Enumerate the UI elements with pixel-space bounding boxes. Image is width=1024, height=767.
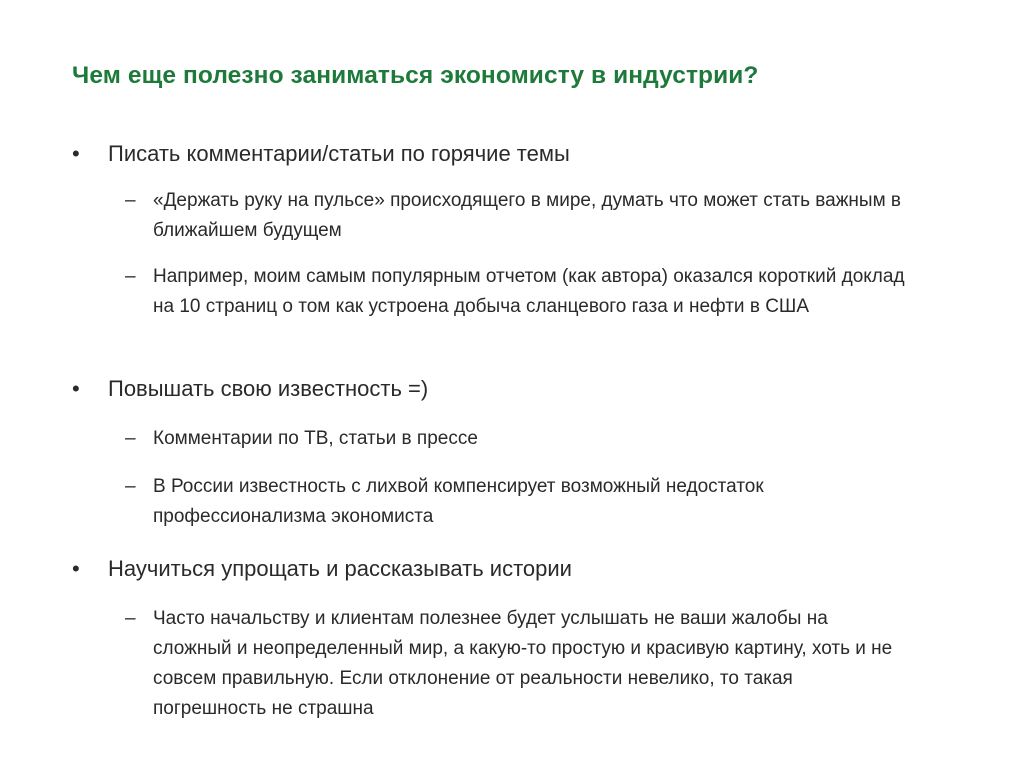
dash-marker: – <box>125 476 136 497</box>
bullet-text: Научиться упрощать и рассказывать истории <box>108 556 572 581</box>
dash-marker: – <box>125 608 136 629</box>
dash-marker: – <box>125 190 136 211</box>
bullet-text: Писать комментарии/статьи по горячие темы <box>108 141 570 166</box>
sub-item-text: В России известность с лихвой компенсирует возможный недостаток профессионализма экономиста <box>153 476 764 527</box>
sub-item-text: Например, моим самым популярным отчетом (как автора) оказался короткий доклад на 10 страниц о том как устроена добыча сланцевого газа и нефти в США <box>153 266 905 317</box>
bullet-marker: • <box>72 141 80 166</box>
slide-title: Чем еще полезно заниматься экономисту в индустрии? <box>72 62 759 89</box>
sub-item-text: Часто начальству и клиентам полезнее будет услышать не ваши жалобы на сложный и неопределенный мир, а какую-то простую и красивую картину, хоть и не совсем правильную. Если отклонение от реальности невелико, то такая погрешность не страшна <box>153 608 893 719</box>
dash-marker: – <box>125 428 136 449</box>
dash-marker: – <box>125 266 136 287</box>
bullet-marker: • <box>72 556 80 581</box>
bullet-marker: • <box>72 376 80 401</box>
sub-item-text: Комментарии по ТВ, статьи в прессе <box>153 428 478 449</box>
sub-item-text: «Держать руку на пульсе» происходящего в мире, думать что может стать важным в ближайшем будущем <box>153 190 902 241</box>
bullet-text: Повышать свою известность =) <box>108 376 429 401</box>
